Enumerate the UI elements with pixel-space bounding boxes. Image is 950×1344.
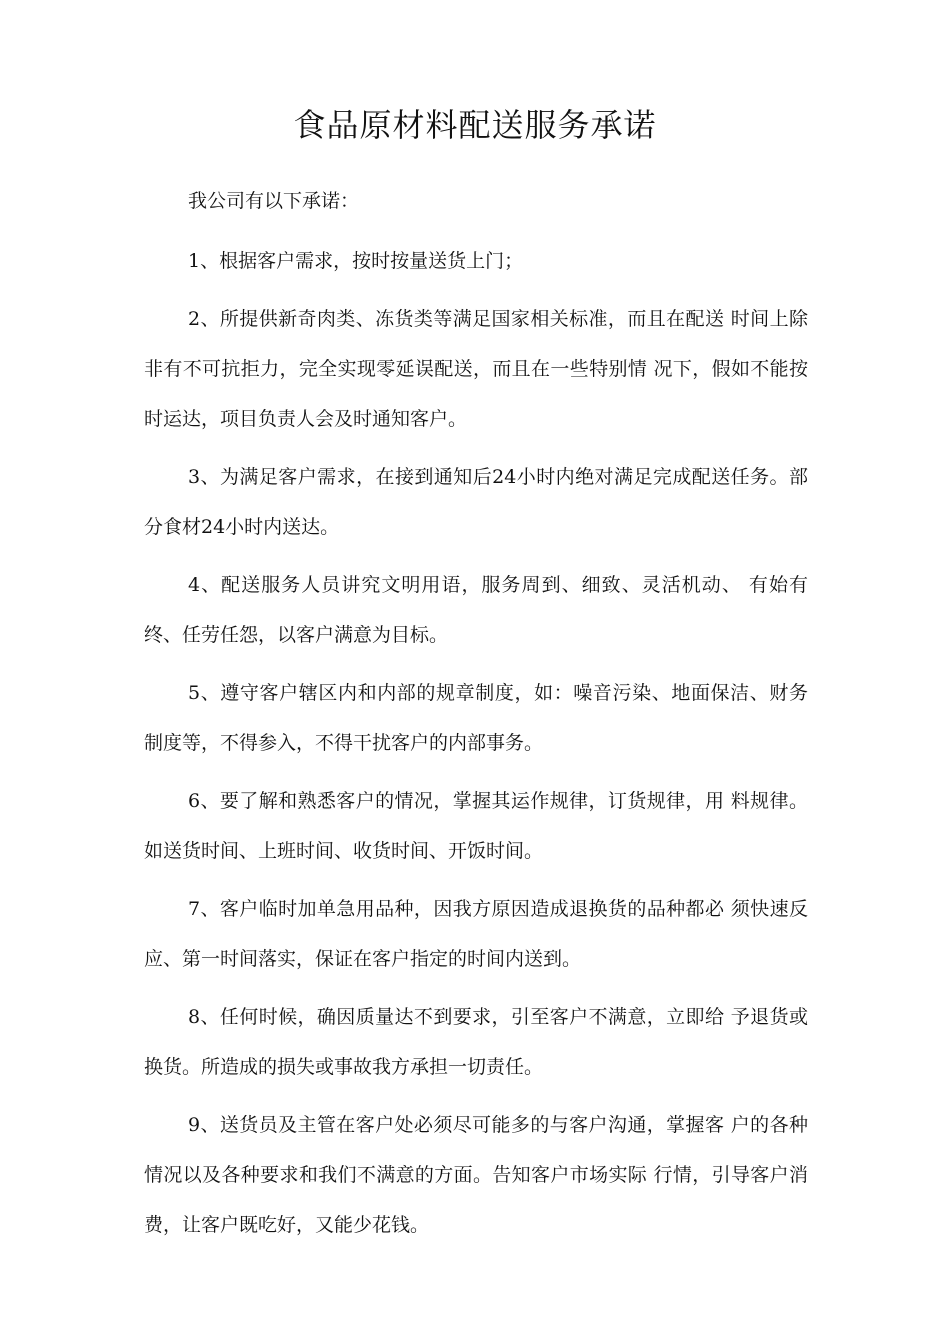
document-title: 食品原材料配送服务承诺: [293, 106, 657, 144]
intro-paragraph: 我公司有以下承诺：: [188, 190, 360, 212]
commitment-item-9: 9、送货员及主管在客户处必须尽可能多的与客户沟通，掌握客 户的各种情况以及各种要求和我们不满意的方面。告知客户市场实际 行情，引导客户消费，让客户既吃好，又能少花钱。: [144, 1114, 808, 1236]
commitment-item-6: 6、要了解和熟悉客户的情况，掌握其运作规律，订货规律，用 料规律。如送货时间、上班时间、收货时间、开饭时间。: [144, 790, 808, 862]
commitment-item-2: 2、所提供新奇肉类、冻货类等满足国家相关标准，而且在配送 时间上除非有不可抗拒力，完全实现零延误配送，而且在一些特别情 况下，假如不能按时运达，项目负责人会及时通知客户。: [144, 308, 808, 430]
commitment-item-3: 3、为满足客户需求，在接到通知后24小时内绝对满足完成配送任务。部分食材24小时内送达。: [144, 466, 808, 538]
document-body: [144, 176, 808, 1258]
commitment-item-7: 7、客户临时加单急用品种，因我方原因造成退换货的品种都必 须快速反应、第一时间落实，保证在客户指定的时间内送到。: [144, 898, 808, 970]
commitment-item-1: 1、根据客户需求，按时按量送货上门；: [188, 250, 524, 272]
commitment-item-4: 4、配送服务人员讲究文明用语，服务周到、细致、灵活机动、 有始有终、任劳任怨，以客户满意为目标。: [144, 574, 808, 646]
commitment-item-5: 5、遵守客户辖区内和内部的规章制度，如：噪音污染、地面保洁、财务制度等，不得参入，不得干扰客户的内部事务。: [144, 682, 808, 754]
commitment-item-8: 8、任何时候，确因质量达不到要求，引至客户不满意，立即给 予退货或换货。所造成的损失或事故我方承担一切责任。: [144, 1006, 808, 1078]
